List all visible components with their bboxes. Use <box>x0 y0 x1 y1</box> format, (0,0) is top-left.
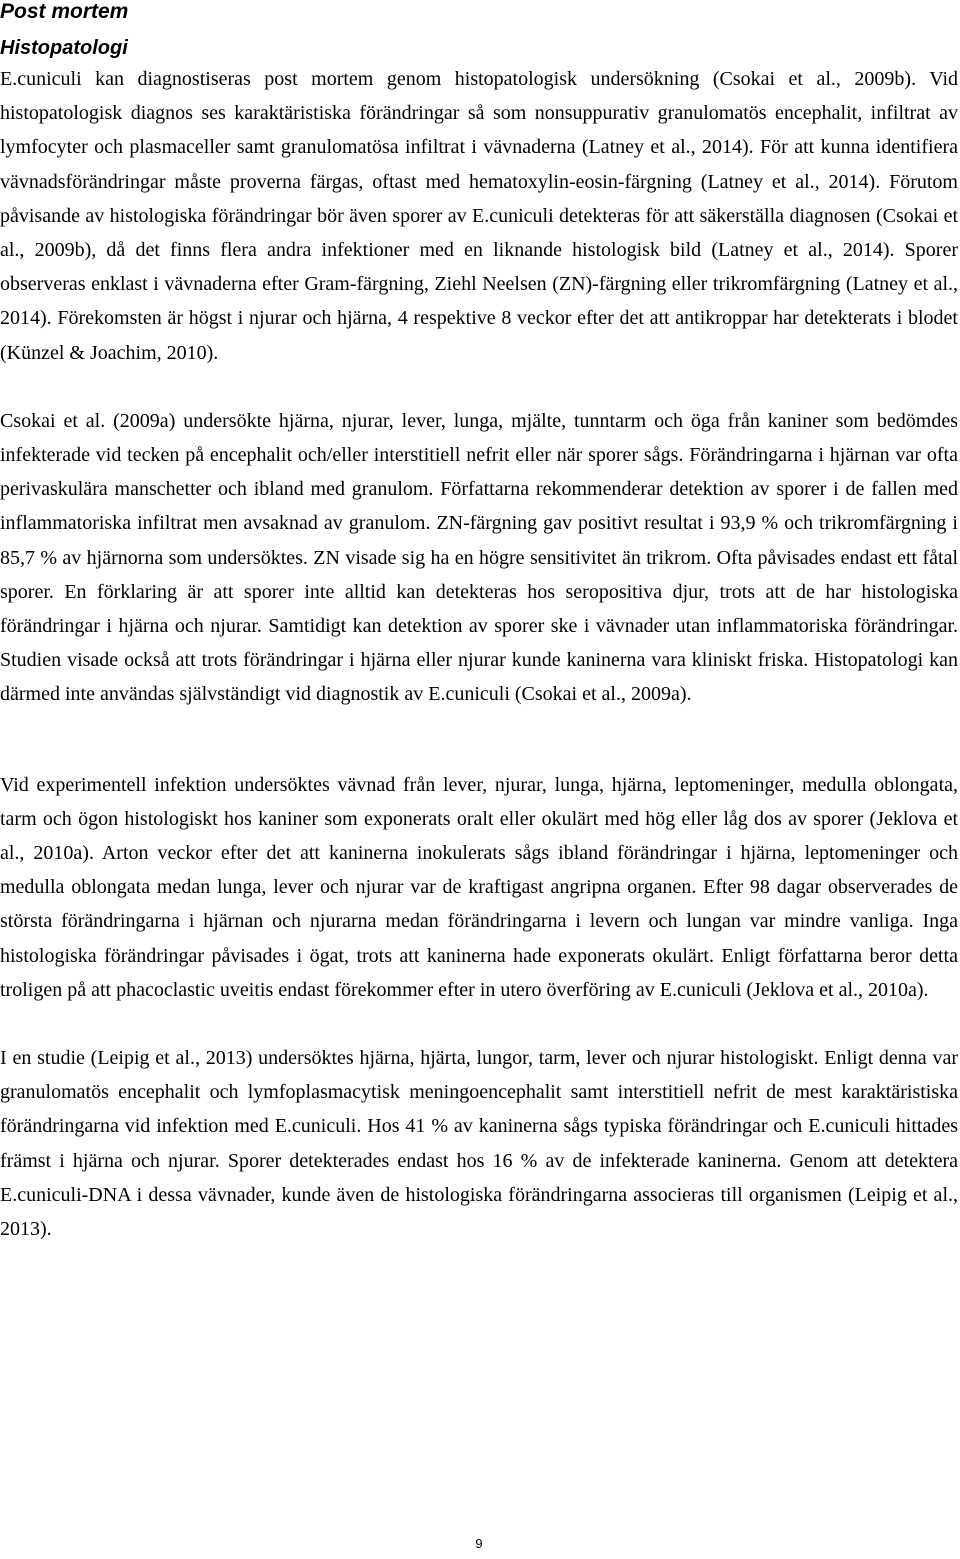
page-number: 9 <box>475 1536 483 1551</box>
body-paragraph-3: Vid experimentell infektion undersöktes vävnad från lever, njurar, lunga, hjärna, leptomeninger, medulla oblongata, tarm och ögon histologiskt hos kaniner som exponerats oralt eller okulärt med hög eller låg dos av sporer (Jeklova et al., 2010a). Arton veckor efter det att kaninerna inokulerats sågs ibland förändringar i hjärna, leptomeninger och medulla oblongata medan lunga, lever och njurar var de kraftigast angripna organen. Efter 98 dagar observerades de största förändringarna i hjärnan och njurarna medan förändringarna i levern och lungan var mindre vanliga. Inga histologiska förändringar påvisades i ögat, trots att kaninerna hade exponerats okulärt. Enligt författarna beror detta troligen på att phacoclastic uveitis endast förekommer efter in utero överföring av E.cuniculi (Jeklova et al., 2010a). <box>0 773 958 1001</box>
body-paragraph-1: E.cuniculi kan diagnostiseras post mortem genom histopatologisk undersökning (Csokai et al., 2009b). Vid histopatologisk diagnos ses karaktäristiska förändringar så som nonsuppurativ granulomatös encephalit, infiltrat av lymfocyter och plasmaceller samt granulomatösa infiltrat i vävnaderna (Latney et al., 2014). För att kunna identifiera vävnadsförändringar måste proverna färgas, oftast med hematoxylin-eosin-färgning (Latney et al., 2014). Förutom påvisande av histologiska förändringar bör även sporer av E.cuniculi detekteras för att säkerställa diagnosen (Csokai et al., 2009b), då det finns flera andra infektioner med en liknande histologisk bild (Latney et al., 2014). Sporer observeras enklast i vävnaderna efter Gram-färgning, Ziehl Neelsen (ZN)-färgning eller trikromfärgning (Latney et al., 2014). Förekomsten är högst i njurar och hjärna, 4 respektive 8 veckor efter det att antikroppar har detekterats i blodet (Künzel & Joachim, 2010). <box>0 68 958 364</box>
section-heading: Post mortem <box>0 0 129 23</box>
body-paragraph-2: Csokai et al. (2009a) undersökte hjärna, njurar, lever, lunga, mjälte, tunntarm och öga från kaniner som bedömdes infekterade vid tecken på encephalit och/eller interstitiell nefrit eller när sporer sågs. Förändringarna i hjärnan var ofta perivaskulära manschetter och ibland med granulom. Författarna rekommenderar detektion av sporer i de fallen med inflammatoriska infiltrat men avsaknad av granulom. ZN-färgning gav positivt resultat i 93,9 % och trikromfärgning i 85,7 % av hjärnorna som undersöktes. ZN visade sig ha en högre sensitivitet än trikrom. Ofta påvisades endast ett fåtal sporer. En förklaring är att sporer inte alltid kan detekteras hos seropositiva djur, trots att de har histologiska förändringar i hjärna och njurar. Samtidigt kan detektion av sporer ske i vävnader utan inflammatoriska förändringar. Studien visade också att trots förändringar i hjärna eller njurar kunde kaninerna vara kliniskt friska. Histopatologi kan därmed inte användas självständigt vid diagnostik av E.cuniculi (Csokai et al., 2009a). <box>0 409 958 706</box>
body-paragraph-4: I en studie (Leipig et al., 2013) undersöktes hjärna, hjärta, lungor, tarm, lever och njurar histologiskt. Enligt denna var granulomatös encephalit och lymfoplasmacytisk meningoencephalit samt interstitiell nefrit de mest karaktäristiska förändringarna vid infektion med E.cuniculi. Hos 41 % av kaninerna sågs typiska förändringar och E.cuniculi hittades främst i hjärna och njurar. Sporer detekterades endast hos 16 % av de infekterade kaninerna. Genom att detektera E.cuniculi-DNA i dessa vävnader, kunde även de histologiska förändringarna associeras till organismen (Leipig et al., 2013). <box>0 1047 958 1241</box>
subsection-heading: Histopatologi <box>0 37 128 59</box>
